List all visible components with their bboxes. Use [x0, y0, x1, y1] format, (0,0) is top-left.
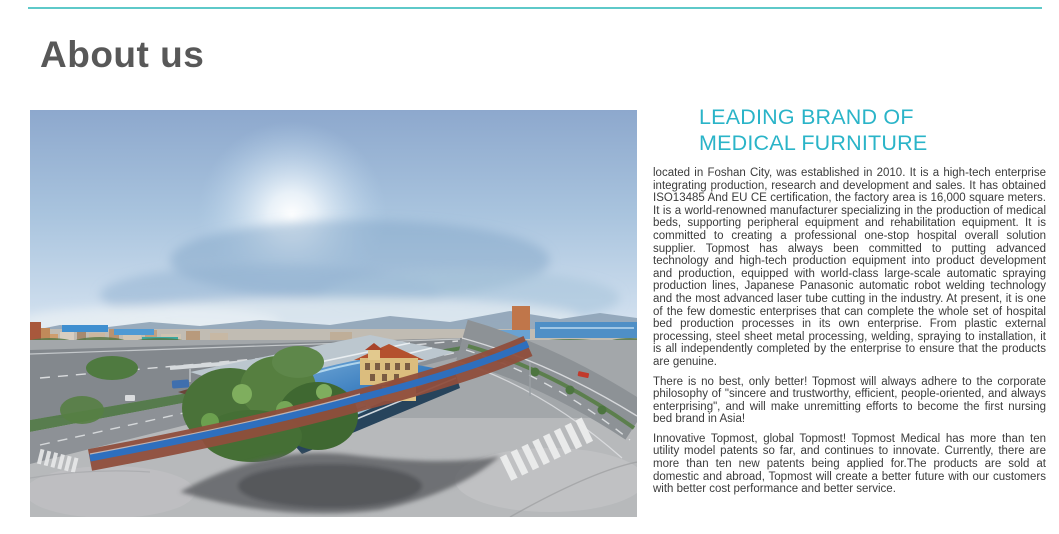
- top-divider-line: [28, 7, 1042, 9]
- headline-line-2: MEDICAL FURNITURE: [699, 131, 928, 155]
- section-headline: [653, 104, 1046, 156]
- about-body-copy: [653, 167, 1046, 496]
- factory-panorama-photo: [30, 110, 637, 517]
- headline-line-1: LEADING BRAND OF: [699, 105, 914, 129]
- about-paragraph-3: Innovative Topmost, global Topmost! Topmost Medical has more than ten utility model patents so far, and continues to innovate. Currently, there are more than ten new patents being applied for.The products are sold at domestic and abroad, Topmost will create a better future with our customers with better cost performance and better service.: [653, 432, 1046, 496]
- about-paragraph-1: located in Foshan City, was established in 2010. It is a high-tech enterprise integrating production, research and development and sales. It has obtained ISO13485 And EU CE certification, the factory area is 16,000 square meters. It is a world-renowned manufacturer specializing in the production of medical beds, supporting peripheral equipment and rehabilitation equipment. It is committed to creating a professional one-stop hospital overall solution supplier. Topmost has always been committed to putting advanced technology and high-tech production equipment into product development and production, equipped with world-class large-scale automatic spraying production lines, Japanese Panasonic automatic robot welding technology and the most advanced laser tube cutting in the industry. At present, it is one of the few domestic enterprises that can complete the whole set of hospital bed production processes in its own enterprise. From plastic external processing, steel sheet metal processing, welding, spraying to installation, it is all independently completed by the enterprise to ensure that the products are genuine.: [653, 167, 1046, 368]
- about-text-column: [653, 104, 1046, 496]
- page-title: About us: [40, 34, 205, 75]
- factory-panorama-illustration: [30, 110, 637, 517]
- about-paragraph-2: There is no best, only better! Topmost will always adhere to the corporate philosophy of "sincere and trustworthy, efficient, people-oriented, and always enterprising", and will make unremitting efforts to become the first nursing bed brand in Asia!: [653, 375, 1046, 426]
